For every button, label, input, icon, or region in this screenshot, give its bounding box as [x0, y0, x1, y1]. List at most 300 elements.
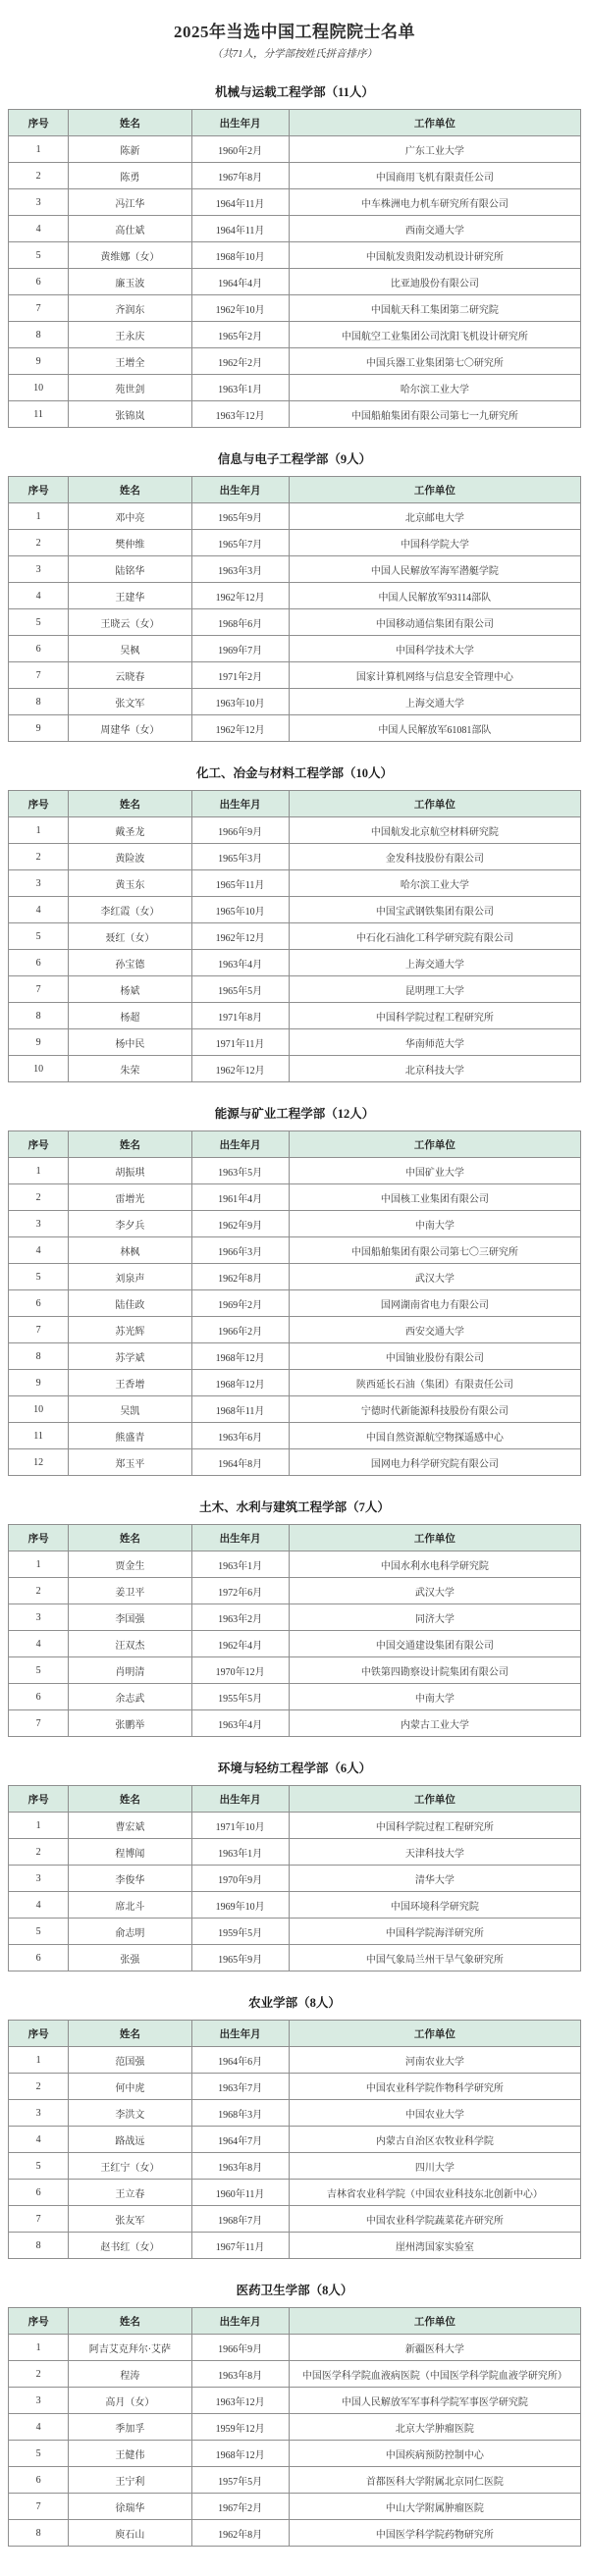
cell-work-unit: 中国农业大学 — [289, 2100, 580, 2127]
table-row — [9, 1003, 581, 1029]
cell-index: 3 — [9, 2100, 69, 2127]
table-header-row — [9, 2021, 581, 2047]
cell-name: 杨超 — [69, 1003, 191, 1029]
cell-birth-date: 1959年12月 — [191, 2414, 289, 2441]
academicians-table — [8, 2020, 581, 2259]
cell-index: 5 — [9, 1264, 69, 1290]
cell-birth-date: 1963年2月 — [191, 1604, 289, 1631]
department-section — [0, 1993, 589, 2259]
cell-index: 2 — [9, 163, 69, 189]
cell-work-unit: 中国航天科工集团第二研究院 — [289, 295, 580, 322]
cell-name: 姜卫平 — [69, 1578, 191, 1604]
table-header-row — [9, 1786, 581, 1813]
column-header: 序号 — [9, 110, 69, 136]
column-header: 序号 — [9, 1786, 69, 1813]
cell-name: 庾石山 — [69, 2520, 191, 2547]
cell-birth-date: 1964年11月 — [191, 216, 289, 242]
cell-work-unit: 上海交通大学 — [289, 950, 580, 976]
column-header: 序号 — [9, 2021, 69, 2047]
cell-work-unit: 中国船舶集团有限公司第七一九研究所 — [289, 401, 580, 428]
cell-index: 9 — [9, 715, 69, 742]
column-header: 姓名 — [69, 1131, 191, 1158]
table-row — [9, 2494, 581, 2520]
cell-name: 聂红（女） — [69, 923, 191, 950]
cell-name: 张锦岚 — [69, 401, 191, 428]
column-header: 姓名 — [69, 1525, 191, 1551]
cell-work-unit: 新疆医科大学 — [289, 2335, 580, 2361]
cell-name: 邓中亮 — [69, 503, 191, 530]
cell-birth-date: 1962年4月 — [191, 1631, 289, 1657]
academicians-table — [8, 109, 581, 428]
cell-birth-date: 1968年12月 — [191, 2441, 289, 2467]
cell-work-unit: 中国兵器工业集团第七〇研究所 — [289, 348, 580, 375]
table-row — [9, 216, 581, 242]
cell-index: 5 — [9, 1657, 69, 1684]
cell-birth-date: 1963年12月 — [191, 2388, 289, 2414]
table-row — [9, 2361, 581, 2388]
cell-birth-date: 1962年12月 — [191, 923, 289, 950]
cell-name: 徐瑞华 — [69, 2494, 191, 2520]
cell-index: 6 — [9, 636, 69, 662]
table-header-row — [9, 2308, 581, 2335]
cell-index: 3 — [9, 870, 69, 897]
cell-work-unit: 宁德时代新能源科技股份有限公司 — [289, 1396, 580, 1423]
cell-index: 5 — [9, 1919, 69, 1945]
cell-index: 2 — [9, 2074, 69, 2100]
table-row — [9, 923, 581, 950]
cell-index: 9 — [9, 1029, 69, 1056]
cell-name: 赵书红（女） — [69, 2233, 191, 2259]
cell-birth-date: 1965年3月 — [191, 844, 289, 870]
department-section — [0, 82, 589, 428]
cell-index: 8 — [9, 1003, 69, 1029]
table-row — [9, 1813, 581, 1839]
department-section — [0, 763, 589, 1082]
table-row — [9, 136, 581, 163]
cell-name: 杨中民 — [69, 1029, 191, 1056]
cell-name: 苏学斌 — [69, 1343, 191, 1370]
cell-name: 王宁利 — [69, 2467, 191, 2494]
cell-name: 李国强 — [69, 1604, 191, 1631]
academicians-table — [8, 1785, 581, 1971]
cell-birth-date: 1962年10月 — [191, 295, 289, 322]
cell-index: 10 — [9, 375, 69, 401]
cell-work-unit: 中国航发北京航空材料研究院 — [289, 817, 580, 844]
column-header: 姓名 — [69, 1786, 191, 1813]
cell-name: 季加孚 — [69, 2414, 191, 2441]
column-header: 姓名 — [69, 2021, 191, 2047]
table-row — [9, 609, 581, 636]
cell-birth-date: 1965年2月 — [191, 322, 289, 348]
cell-index: 3 — [9, 1604, 69, 1631]
cell-work-unit: 中车株洲电力机车研究所有限公司 — [289, 189, 580, 216]
table-row — [9, 1604, 581, 1631]
cell-index: 4 — [9, 1237, 69, 1264]
cell-birth-date: 1967年2月 — [191, 2494, 289, 2520]
cell-name: 郑玉平 — [69, 1449, 191, 1476]
cell-name: 范国强 — [69, 2047, 191, 2074]
cell-work-unit: 中铁第四勘察设计院集团有限公司 — [289, 1657, 580, 1684]
table-header-row — [9, 477, 581, 503]
cell-name: 李红霞（女） — [69, 897, 191, 923]
cell-name: 王健伟 — [69, 2441, 191, 2467]
table-row — [9, 2388, 581, 2414]
cell-work-unit: 中南大学 — [289, 1211, 580, 1237]
cell-work-unit: 中国人民解放军61081部队 — [289, 715, 580, 742]
cell-index: 1 — [9, 136, 69, 163]
cell-work-unit: 哈尔滨工业大学 — [289, 870, 580, 897]
cell-work-unit: 中国航空工业集团公司沈阳飞机设计研究所 — [289, 322, 580, 348]
cell-birth-date: 1968年12月 — [191, 1370, 289, 1396]
cell-work-unit: 中国宝武钢铁集团有限公司 — [289, 897, 580, 923]
column-header: 出生年月 — [191, 2308, 289, 2335]
cell-birth-date: 1965年9月 — [191, 503, 289, 530]
cell-index: 5 — [9, 923, 69, 950]
academicians-table — [8, 1130, 581, 1476]
cell-name: 熊盛青 — [69, 1423, 191, 1449]
table-row — [9, 1710, 581, 1737]
cell-work-unit: 中国疾病预防控制中心 — [289, 2441, 580, 2467]
cell-name: 苑世剑 — [69, 375, 191, 401]
table-row — [9, 897, 581, 923]
cell-index: 4 — [9, 1631, 69, 1657]
cell-birth-date: 1963年4月 — [191, 1710, 289, 1737]
cell-name: 张友军 — [69, 2206, 191, 2233]
table-row — [9, 2520, 581, 2547]
cell-work-unit: 中国航发贵阳发动机设计研究所 — [289, 242, 580, 269]
cell-birth-date: 1968年6月 — [191, 609, 289, 636]
cell-name: 高仕斌 — [69, 216, 191, 242]
table-row — [9, 503, 581, 530]
table-row — [9, 636, 581, 662]
cell-birth-date: 1963年6月 — [191, 1423, 289, 1449]
cell-work-unit: 广东工业大学 — [289, 136, 580, 163]
cell-work-unit: 河南农业大学 — [289, 2047, 580, 2074]
cell-index: 9 — [9, 348, 69, 375]
cell-index: 4 — [9, 2127, 69, 2153]
academicians-table — [8, 1524, 581, 1737]
table-row — [9, 1290, 581, 1317]
cell-index: 11 — [9, 1423, 69, 1449]
cell-index: 6 — [9, 1945, 69, 1971]
table-row — [9, 295, 581, 322]
table-row — [9, 322, 581, 348]
cell-birth-date: 1971年10月 — [191, 1813, 289, 1839]
cell-birth-date: 1962年2月 — [191, 348, 289, 375]
table-row — [9, 1237, 581, 1264]
cell-name: 曹宏斌 — [69, 1813, 191, 1839]
cell-index: 7 — [9, 1710, 69, 1737]
sections-container — [0, 82, 589, 2547]
cell-birth-date: 1963年4月 — [191, 950, 289, 976]
table-row — [9, 1317, 581, 1343]
department-section — [0, 1104, 589, 1476]
cell-birth-date: 1970年12月 — [191, 1657, 289, 1684]
table-row — [9, 662, 581, 689]
cell-birth-date: 1968年3月 — [191, 2100, 289, 2127]
table-row — [9, 870, 581, 897]
cell-index: 12 — [9, 1449, 69, 1476]
cell-name: 冯江华 — [69, 189, 191, 216]
cell-work-unit: 中国科学院过程工程研究所 — [289, 1813, 580, 1839]
cell-work-unit: 中国交通建设集团有限公司 — [289, 1631, 580, 1657]
cell-name: 陆佳政 — [69, 1290, 191, 1317]
cell-name: 林枫 — [69, 1237, 191, 1264]
cell-name: 齐润东 — [69, 295, 191, 322]
cell-name: 何中虎 — [69, 2074, 191, 2100]
cell-name: 席北斗 — [69, 1892, 191, 1919]
table-row — [9, 1396, 581, 1423]
column-header: 出生年月 — [191, 2021, 289, 2047]
cell-work-unit: 华南师范大学 — [289, 1029, 580, 1056]
cell-name: 贾金生 — [69, 1551, 191, 1578]
table-row — [9, 1264, 581, 1290]
cell-work-unit: 中南大学 — [289, 1684, 580, 1710]
cell-index: 1 — [9, 2335, 69, 2361]
cell-name: 王增全 — [69, 348, 191, 375]
cell-work-unit: 哈尔滨工业大学 — [289, 375, 580, 401]
cell-name: 刘泉声 — [69, 1264, 191, 1290]
table-row — [9, 2414, 581, 2441]
cell-index: 1 — [9, 2047, 69, 2074]
table-row — [9, 163, 581, 189]
cell-birth-date: 1968年7月 — [191, 2206, 289, 2233]
cell-birth-date: 1965年9月 — [191, 1945, 289, 1971]
cell-birth-date: 1963年1月 — [191, 1839, 289, 1866]
cell-birth-date: 1964年7月 — [191, 2127, 289, 2153]
cell-birth-date: 1968年11月 — [191, 1396, 289, 1423]
table-row — [9, 950, 581, 976]
table-row — [9, 1184, 581, 1211]
table-row — [9, 1029, 581, 1056]
department-section-title: 化工、冶金与材料工程学部（10人） — [195, 766, 393, 780]
cell-work-unit: 中国环境科学研究院 — [289, 1892, 580, 1919]
cell-work-unit: 中国铀业股份有限公司 — [289, 1343, 580, 1370]
column-header: 工作单位 — [289, 1525, 580, 1551]
cell-name: 王永庆 — [69, 322, 191, 348]
cell-name: 杨斌 — [69, 976, 191, 1003]
table-row — [9, 1945, 581, 1971]
cell-birth-date: 1969年2月 — [191, 1290, 289, 1317]
cell-work-unit: 北京科技大学 — [289, 1056, 580, 1082]
cell-work-unit: 中石化石油化工科学研究院有限公司 — [289, 923, 580, 950]
cell-index: 11 — [9, 401, 69, 428]
cell-index: 1 — [9, 503, 69, 530]
cell-work-unit: 中国移动通信集团有限公司 — [289, 609, 580, 636]
cell-name: 胡振琪 — [69, 1158, 191, 1184]
table-row — [9, 1158, 581, 1184]
cell-index: 8 — [9, 689, 69, 715]
cell-name: 云晓春 — [69, 662, 191, 689]
column-header: 工作单位 — [289, 477, 580, 503]
cell-index: 3 — [9, 189, 69, 216]
cell-index: 3 — [9, 1211, 69, 1237]
cell-name: 吴枫 — [69, 636, 191, 662]
department-section-title: 土木、水利与建筑工程学部（7人） — [199, 1500, 390, 1514]
cell-index: 7 — [9, 976, 69, 1003]
column-header: 序号 — [9, 2308, 69, 2335]
cell-birth-date: 1963年12月 — [191, 401, 289, 428]
cell-birth-date: 1964年8月 — [191, 1449, 289, 1476]
cell-index: 10 — [9, 1056, 69, 1082]
table-row — [9, 1839, 581, 1866]
cell-index: 2 — [9, 2361, 69, 2388]
table-row — [9, 1919, 581, 1945]
cell-name: 雷增光 — [69, 1184, 191, 1211]
cell-birth-date: 1964年11月 — [191, 189, 289, 216]
cell-name: 周建华（女） — [69, 715, 191, 742]
column-header: 工作单位 — [289, 791, 580, 817]
cell-index: 4 — [9, 1892, 69, 1919]
cell-name: 廉玉波 — [69, 269, 191, 295]
cell-work-unit: 天津科技大学 — [289, 1839, 580, 1866]
cell-birth-date: 1967年8月 — [191, 163, 289, 189]
cell-birth-date: 1966年9月 — [191, 817, 289, 844]
table-row — [9, 2441, 581, 2467]
cell-work-unit: 吉林省农业科学院（中国农业科技东北创新中心） — [289, 2180, 580, 2206]
cell-work-unit: 中国科学院过程工程研究所 — [289, 1003, 580, 1029]
cell-index: 5 — [9, 2441, 69, 2467]
table-header-row — [9, 791, 581, 817]
cell-index: 10 — [9, 1396, 69, 1423]
department-section-title: 环境与轻纺工程学部（6人） — [217, 1761, 372, 1775]
cell-birth-date: 1966年9月 — [191, 2335, 289, 2361]
cell-name: 李洪文 — [69, 2100, 191, 2127]
cell-work-unit: 中国科学技术大学 — [289, 636, 580, 662]
cell-name: 路战远 — [69, 2127, 191, 2153]
cell-index: 2 — [9, 1839, 69, 1866]
cell-work-unit: 中国人民解放军93114部队 — [289, 583, 580, 609]
cell-birth-date: 1961年4月 — [191, 1184, 289, 1211]
cell-name: 俞志明 — [69, 1919, 191, 1945]
table-row — [9, 1578, 581, 1604]
column-header: 工作单位 — [289, 1786, 580, 1813]
cell-birth-date: 1968年12月 — [191, 1343, 289, 1370]
cell-birth-date: 1971年11月 — [191, 1029, 289, 1056]
cell-name: 汪双杰 — [69, 1631, 191, 1657]
table-row — [9, 348, 581, 375]
cell-name: 程博闻 — [69, 1839, 191, 1866]
academicians-table — [8, 476, 581, 742]
column-header: 工作单位 — [289, 110, 580, 136]
cell-index: 9 — [9, 1370, 69, 1396]
cell-birth-date: 1962年8月 — [191, 1264, 289, 1290]
cell-work-unit: 武汉大学 — [289, 1264, 580, 1290]
department-section-title: 能源与矿业工程学部（12人） — [214, 1107, 375, 1121]
column-header: 出生年月 — [191, 791, 289, 817]
cell-index: 3 — [9, 1866, 69, 1892]
cell-name: 黄玉东 — [69, 870, 191, 897]
cell-birth-date: 1966年3月 — [191, 1237, 289, 1264]
cell-birth-date: 1971年8月 — [191, 1003, 289, 1029]
cell-index: 8 — [9, 322, 69, 348]
table-row — [9, 1684, 581, 1710]
cell-index: 5 — [9, 242, 69, 269]
cell-work-unit: 中国科学院大学 — [289, 530, 580, 556]
cell-work-unit: 西安交通大学 — [289, 1317, 580, 1343]
table-row — [9, 242, 581, 269]
cell-index: 7 — [9, 662, 69, 689]
department-section-title: 机械与运载工程学部（11人） — [215, 85, 374, 99]
cell-birth-date: 1962年12月 — [191, 715, 289, 742]
table-row — [9, 817, 581, 844]
column-header: 工作单位 — [289, 1131, 580, 1158]
cell-name: 陆铭华 — [69, 556, 191, 583]
cell-index: 8 — [9, 1343, 69, 1370]
cell-work-unit: 中国核工业集团有限公司 — [289, 1184, 580, 1211]
cell-name: 吴凯 — [69, 1396, 191, 1423]
table-row — [9, 715, 581, 742]
table-row — [9, 976, 581, 1003]
table-row — [9, 401, 581, 428]
cell-name: 阿吉艾克拜尔·艾萨 — [69, 2335, 191, 2361]
table-header-row — [9, 1525, 581, 1551]
cell-work-unit: 武汉大学 — [289, 1578, 580, 1604]
cell-name: 张强 — [69, 1945, 191, 1971]
cell-birth-date: 1963年3月 — [191, 556, 289, 583]
column-header: 出生年月 — [191, 110, 289, 136]
cell-name: 张文军 — [69, 689, 191, 715]
cell-name: 张鹏举 — [69, 1710, 191, 1737]
cell-work-unit: 崖州湾国家实验室 — [289, 2233, 580, 2259]
cell-index: 2 — [9, 1578, 69, 1604]
cell-work-unit: 西南交通大学 — [289, 216, 580, 242]
cell-work-unit: 北京邮电大学 — [289, 503, 580, 530]
cell-name: 王建华 — [69, 583, 191, 609]
column-header: 出生年月 — [191, 1786, 289, 1813]
department-section — [0, 1759, 589, 1971]
cell-index: 7 — [9, 2206, 69, 2233]
cell-work-unit: 内蒙古自治区农牧业科学院 — [289, 2127, 580, 2153]
table-row — [9, 2100, 581, 2127]
table-row — [9, 269, 581, 295]
cell-work-unit: 中国人民解放军海军潜艇学院 — [289, 556, 580, 583]
cell-index: 3 — [9, 2388, 69, 2414]
cell-birth-date: 1962年8月 — [191, 2520, 289, 2547]
cell-birth-date: 1963年5月 — [191, 1158, 289, 1184]
cell-index: 6 — [9, 269, 69, 295]
cell-birth-date: 1971年2月 — [191, 662, 289, 689]
cell-work-unit: 中国科学院海洋研究所 — [289, 1919, 580, 1945]
cell-work-unit: 陕西延长石油（集团）有限责任公司 — [289, 1370, 580, 1396]
cell-work-unit: 中国自然资源航空物探遥感中心 — [289, 1423, 580, 1449]
department-section — [0, 2281, 589, 2547]
cell-work-unit: 国家计算机网络与信息安全管理中心 — [289, 662, 580, 689]
academicians-table — [8, 790, 581, 1082]
table-row — [9, 1370, 581, 1396]
cell-index: 6 — [9, 1684, 69, 1710]
cell-work-unit: 金发科技股份有限公司 — [289, 844, 580, 870]
column-header: 工作单位 — [289, 2021, 580, 2047]
cell-name: 李俊华 — [69, 1866, 191, 1892]
cell-birth-date: 1972年6月 — [191, 1578, 289, 1604]
cell-work-unit: 北京大学肿瘤医院 — [289, 2414, 580, 2441]
cell-index: 4 — [9, 2414, 69, 2441]
table-row — [9, 689, 581, 715]
table-row — [9, 583, 581, 609]
cell-index: 6 — [9, 1290, 69, 1317]
cell-birth-date: 1962年12月 — [191, 1056, 289, 1082]
cell-index: 7 — [9, 2494, 69, 2520]
cell-work-unit: 中国气象局兰州干旱气象研究所 — [289, 1945, 580, 1971]
academicians-table — [8, 2307, 581, 2547]
cell-index: 4 — [9, 897, 69, 923]
page-title: 2025年当选中国工程院院士名单 — [174, 23, 415, 41]
cell-birth-date: 1960年11月 — [191, 2180, 289, 2206]
cell-birth-date: 1969年10月 — [191, 1892, 289, 1919]
cell-birth-date: 1965年7月 — [191, 530, 289, 556]
table-row — [9, 375, 581, 401]
